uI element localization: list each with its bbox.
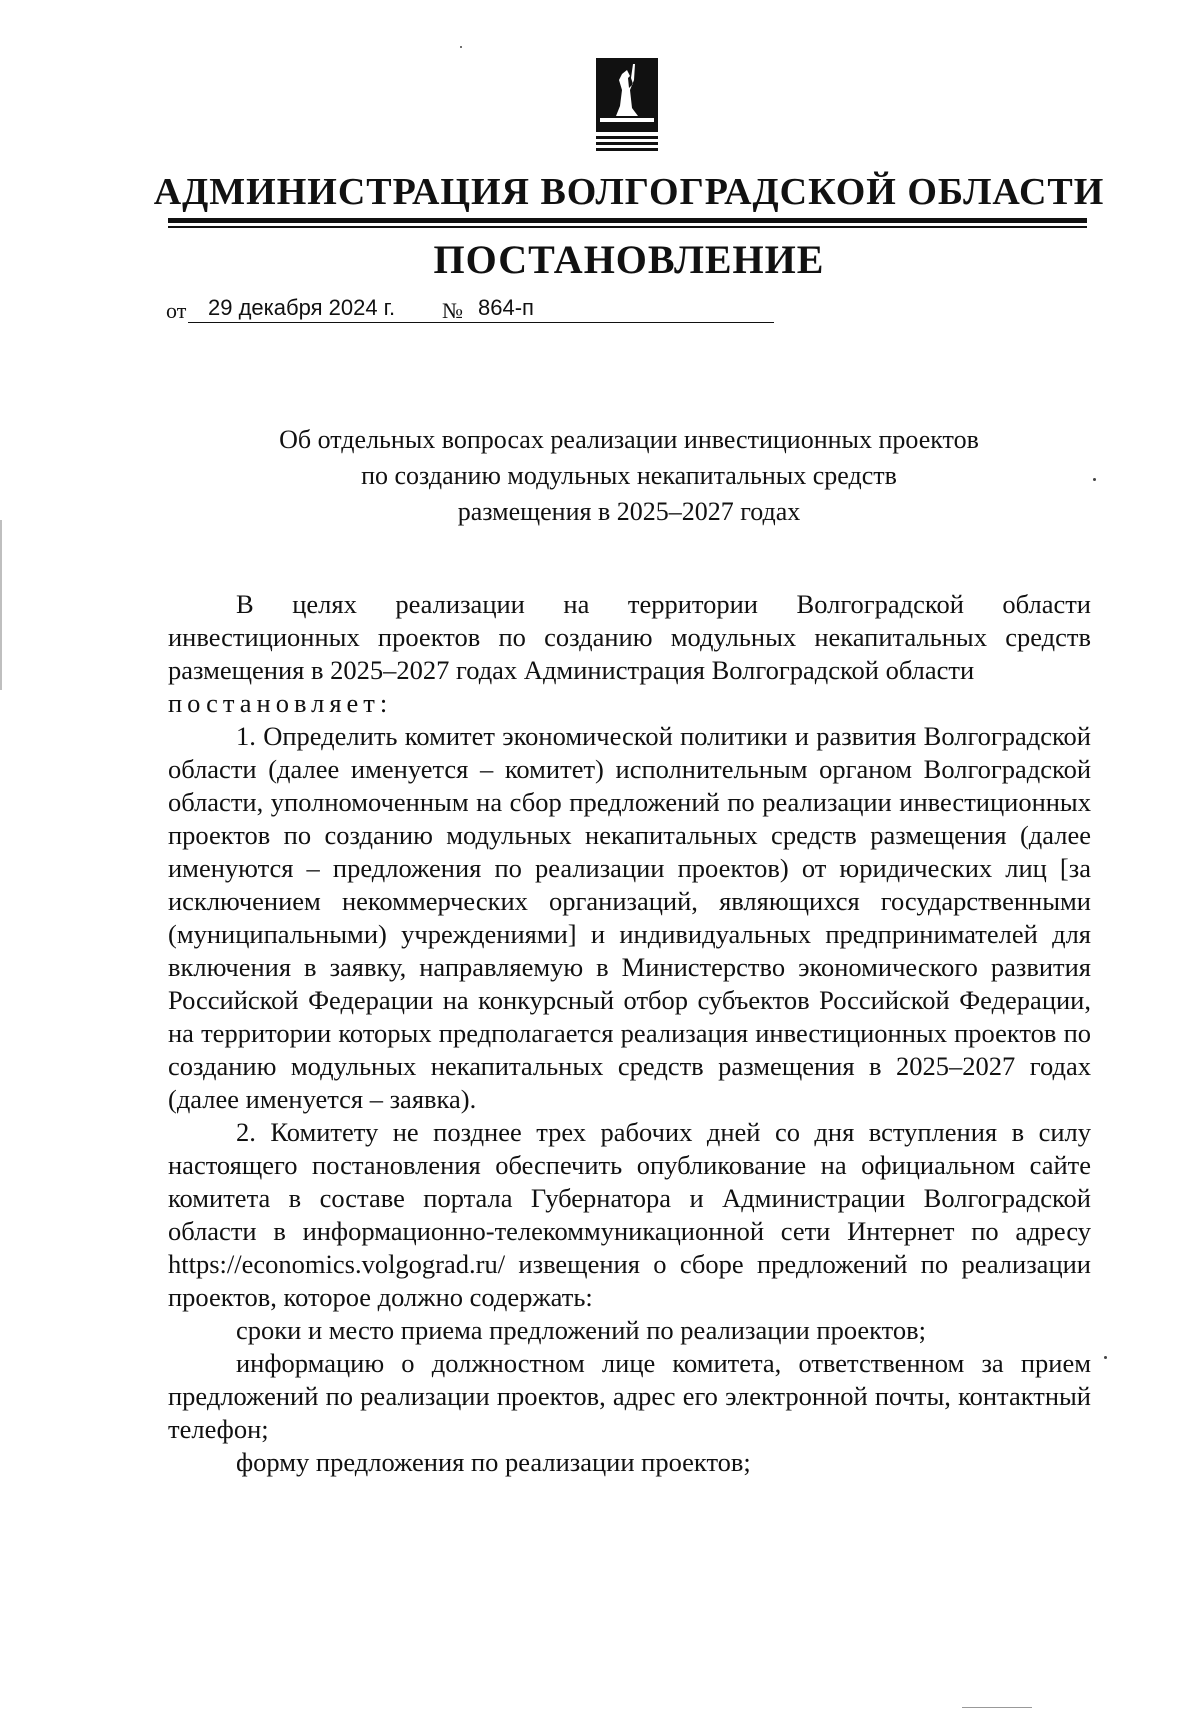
header-rule-thin xyxy=(168,226,1087,228)
number-label: № xyxy=(442,298,463,323)
scan-speck xyxy=(1093,478,1096,481)
volgograd-coat-of-arms-icon xyxy=(592,56,662,152)
header-rule-thick xyxy=(168,218,1087,223)
item-2-paragraph: 2. Комитету не позднее трех рабочих дней со дня вступления в силу настоящего постановления обеспечить опубликование на официальном сайте комитета в составе портала Губернатора и Администрации Волгоградской области в информационно-телекоммуникационной сети Интернет по адресу https://economics.volgograd.ru/ извещения о сборе предложений по реализации проектов, которое должно содержать: xyxy=(168,1117,1091,1312)
scan-footer-mark xyxy=(962,1707,1032,1708)
subject-line: по созданию модульных некапитальных средств xyxy=(361,461,897,490)
item-1-paragraph: 1. Определить комитет экономической политики и развития Волгоградской области (далее именуется – комитет) исполнительным органом Волгоградской области, уполномоченным на сбор предложений по реализации инвестиционных проектов по созданию модульных некапитальных средств размещения (далее именуются – предложения по реализации проектов) от юридических лиц [за исключением некоммерческих организаций, являющихся государственными (муниципальными) учреждениями] и индивидуальных предпринимателей для включения в заявку, направляемую в Министерство экономического развития Российской Федерации на конкурсный отбор субъектов Российской Федерации, на территории которых предполагается реализация инвестиционных проектов по созданию модульных некапитальных средств размещения в 2025–2027 годах (далее именуется – заявка). xyxy=(168,721,1091,1114)
scan-edge xyxy=(0,520,2,690)
document-subject xyxy=(0,422,1200,530)
subitem-paragraph: информацию о должностном лице комитета, ответственном за прием предложений по реализации проектов, адрес его электронной почты, контактный телефон; xyxy=(168,1348,1091,1444)
subject-line: Об отдельных вопросах реализации инвестиционных проектов xyxy=(279,425,979,454)
document-type: ПОСТАНОВЛЕНИЕ xyxy=(433,237,825,282)
scan-speck xyxy=(1104,1356,1107,1359)
date-prefix: от xyxy=(166,298,187,323)
organization-title: АДМИНИСТРАЦИЯ ВОЛГОГРАДСКОЙ ОБЛАСТИ xyxy=(153,171,1105,213)
subitem-paragraph: форму предложения по реализации проектов; xyxy=(236,1447,751,1477)
resolves-word: постановляет: xyxy=(168,688,393,718)
preamble-text: В целях реализации на территории Волгоградской области инвестиционных проектов по созданию модульных некапитальных средств размещения в 2025–2027 годах Администрация Волгоградской области xyxy=(168,589,1091,685)
scan-speck xyxy=(460,46,462,48)
preamble-paragraph xyxy=(168,588,1091,720)
document-number: 864-п xyxy=(468,294,774,323)
document-date: 29 декабря 2024 г. xyxy=(188,294,628,323)
document-body xyxy=(168,588,1091,1479)
subitem-paragraph: сроки и место приема предложений по реализации проектов; xyxy=(236,1315,927,1345)
subject-line: размещения в 2025–2027 годах xyxy=(457,497,801,526)
